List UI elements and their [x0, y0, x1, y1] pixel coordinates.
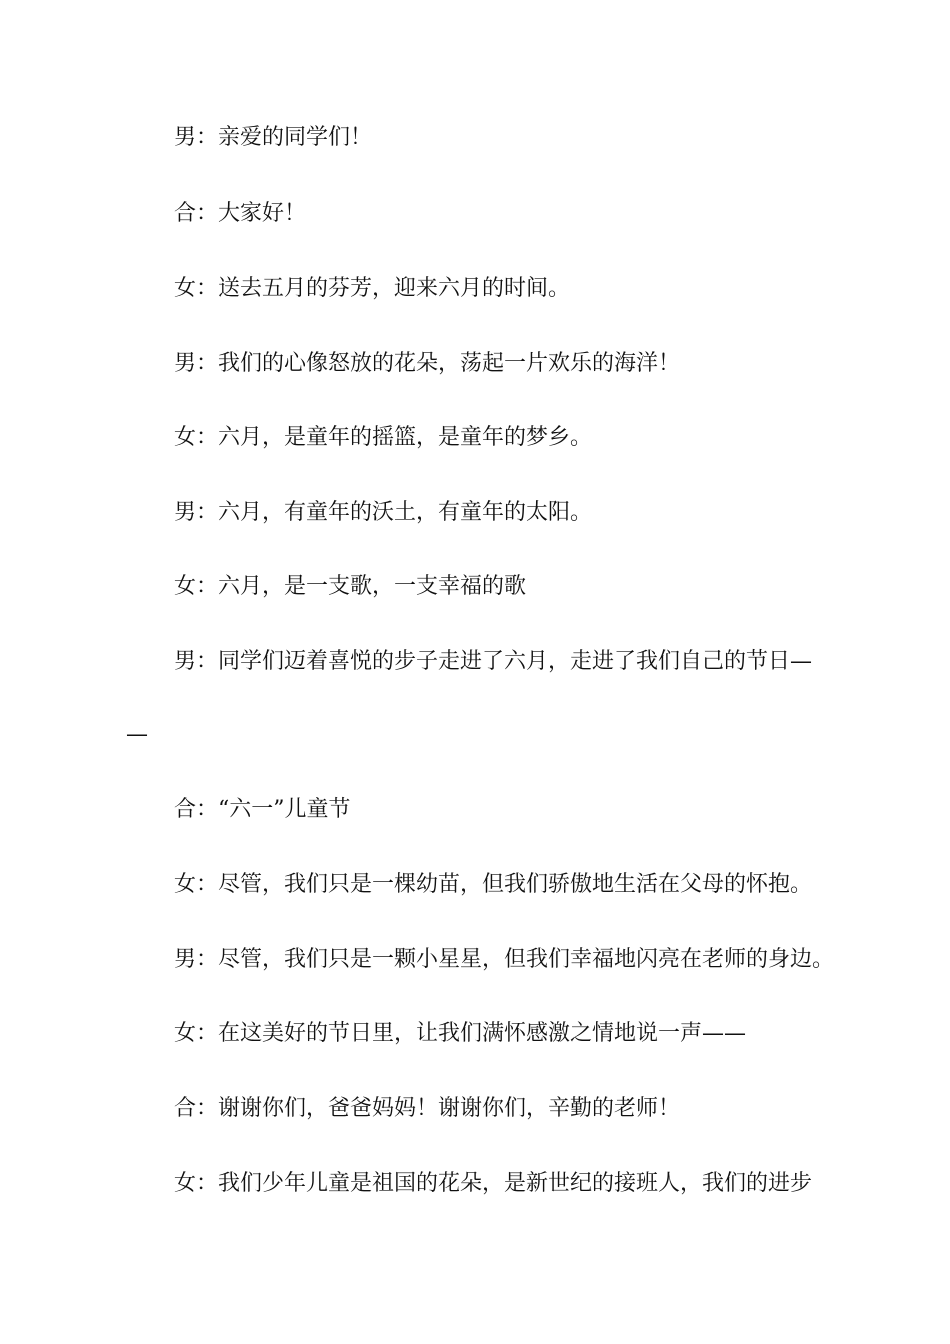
script-line: 女：我们少年儿童是祖国的花朵，是新世纪的接班人，我们的进步	[174, 1171, 813, 1196]
script-line: 女：送去五月的芬芳，迎来六月的时间。	[174, 276, 571, 301]
script-line: 女：在这美好的节日里，让我们满怀感激之情地说一声——	[174, 1021, 747, 1046]
script-line: 合：大家好！	[174, 201, 307, 226]
script-line: 男：同学们迈着喜悦的步子走进了六月，走进了我们自己的节日—	[174, 649, 813, 674]
script-line-continuation: —	[126, 722, 148, 747]
script-line: 合：“六一”儿童节	[174, 797, 351, 822]
script-line: 女：六月，是一支歌，一支幸福的歌	[174, 574, 527, 599]
script-line: 男：尽管，我们只是一颗小星星，但我们幸福地闪亮在老师的身边。	[174, 947, 835, 972]
script-line: 合：谢谢你们，爸爸妈妈！谢谢你们，辛勤的老师！	[174, 1096, 681, 1121]
script-line: 男：六月，有童年的沃土，有童年的太阳。	[174, 500, 593, 525]
script-line: 男：我们的心像怒放的花朵，荡起一片欢乐的海洋！	[174, 351, 681, 376]
script-line: 男：亲爱的同学们！	[174, 125, 373, 150]
script-line: 女：尽管，我们只是一棵幼苗，但我们骄傲地生活在父母的怀抱。	[174, 872, 813, 897]
script-line: 女：六月，是童年的摇篮，是童年的梦乡。	[174, 425, 593, 450]
